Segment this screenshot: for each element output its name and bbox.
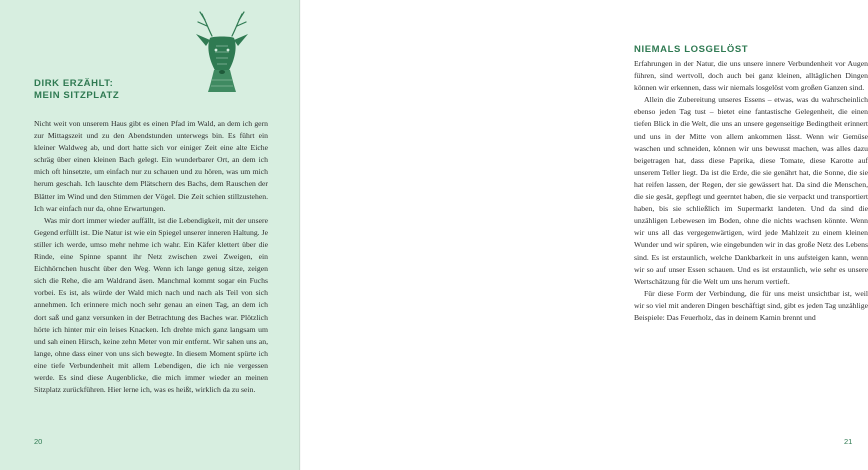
- right-paragraph-3: Für diese Form der Verbindung, die für uns meist unsichtbar ist, weil wir so viel mit anderen Dingen beschäftigt sind, gibt es jeden Tag unzählige Beispiele: Das Feuerholz, das in deinem Kamin brennt und: [634, 288, 868, 322]
- left-paragraph-1: Nicht weit von unserem Haus gibt es einen Pfad im Wald, an dem ich gern zur Mittagszeit und zu den Abendstunden unterwegs bin. Es führt ein kleiner Waldweg ab, und dort hatte sich vor einiger Zeit eine alte Eiche schräg über einen kleinen Bach gelegt. Ein wunderbarer Ort, an dem ich mich oft hinsetzte, um einfach nur zu schauen und zu hören, was um mich herum geschah. Ich lauschte dem Plätschern des Bachs, dem Rauschen der Blätter im Wind und den Stimmen der Vögel. Die Zeit schien stillzustehen. Ich war einfach nur da, ohne Erwartungen.: [34, 119, 268, 213]
- right-paragraph-1: Erfahrungen in der Natur, die uns unsere innere Verbundenheit vor Augen führen, sind wertvoll, doch auch bei ganz kleinen, alltäglichen Dingen können wir erkennen, dass wir niemals losgelöst vom großen Ganzen sind.: [634, 59, 868, 93]
- deer-head-illustration: [182, 6, 262, 94]
- right-body-text: [634, 58, 868, 324]
- right-page: [300, 0, 868, 470]
- left-body-text: [34, 118, 268, 396]
- page-number-left: 20: [34, 437, 43, 446]
- left-heading: [34, 78, 194, 102]
- left-paragraph-2: Was mir dort immer wieder auffällt, ist die Lebendigkeit, mit der unsere Gegend erfüllt ist. Die Natur ist wie ein Spiegel unserer inneren Haltung. Je stiller ich werde, umso mehr nehme ich wahr. Ein Käfer klettert über die Rinde, eine Spinne spannt ihr Netz zwischen zwei Zweigen, ein Eichhörnchen huscht über den Weg. Wenn ich lange genug sitze, zeigen sich die Rehe, die am Waldrand äsen. Manchmal kommt sogar ein Fuchs vorbei. Es ist, als würde der Wald mich nach und nach als Teil von sich annehmen. Ich erinnere mich noch sehr genau an einen Tag, an dem ich dort saß und ganz versunken in der Betrachtung des Baches war. Plötzlich hörte ich hinter mir ein leises Knacken. Ich drehte mich ganz langsam um und sah einen Hirsch, keine zehn Meter von mir entfernt. Wir sahen uns an, lange, ohne dass einer von uns sich bewegte. In diesem Moment spürte ich eine tiefe Verbundenheit mit allem Lebendigen, die ich nie vergessen werde. Es sind diese Augenblicke, die mich immer wieder an meinen Sitzplatz zurückführen. Hier lerne ich, was es heißt, wirklich da zu sein.: [34, 215, 268, 395]
- right-heading: NIEMALS LOSGELÖST: [634, 44, 749, 55]
- left-heading-line-2: MEIN SITZPLATZ: [34, 90, 120, 101]
- right-paragraph-2: Allein die Zubereitung unseres Essens – etwas, was du wahrscheinlich ebenso jeden Tag tust – bietet eine fantastische Gelegenheit, die einen tiefen Blick in die Welt, die uns an unsere gegenseitige Bedingtheit erinnert und uns in der Mitte von allem ankommen lässt. Wenn wir Gemüse waschen und schneiden, können wir uns bewusst machen, was alles dazu beigetragen hat, dass diese Paprika, diese Tomate, diese Karotte auf unserem Teller liegt. Da ist die Erde, die sie genährt hat, die Sonne, die sie hat reifen lassen, der Regen, der sie gewässert hat. Da sind die Menschen, die sie gesät, gepflegt und geerntet haben, die sie verpackt und transportiert haben, bis sie schließlich im Supermarkt landeten. Und da sind die unzähligen Lebewesen im Boden, ohne die nichts wachsen könnte. Wenn wir uns all das vergegenwärtigen, wird jede Mahlzeit zu einem kleinen Wunder und wir spüren, wie eingebunden wir in das große Netz des Lebens sind. Es ist erstaunlich, welche Dankbarkeit in uns aufsteigen kann, wenn wir so auf unser Essen schauen. Und es ist erstaunlich, wie sehr es unsere Wertschätzung für die Welt um uns herum vertieft.: [634, 95, 868, 286]
- book-gutter-shadow: [299, 0, 301, 470]
- left-page: [0, 0, 300, 470]
- page-number-right: 21: [844, 437, 853, 446]
- left-heading-line-1: DIRK ERZÄHLT:: [34, 78, 114, 89]
